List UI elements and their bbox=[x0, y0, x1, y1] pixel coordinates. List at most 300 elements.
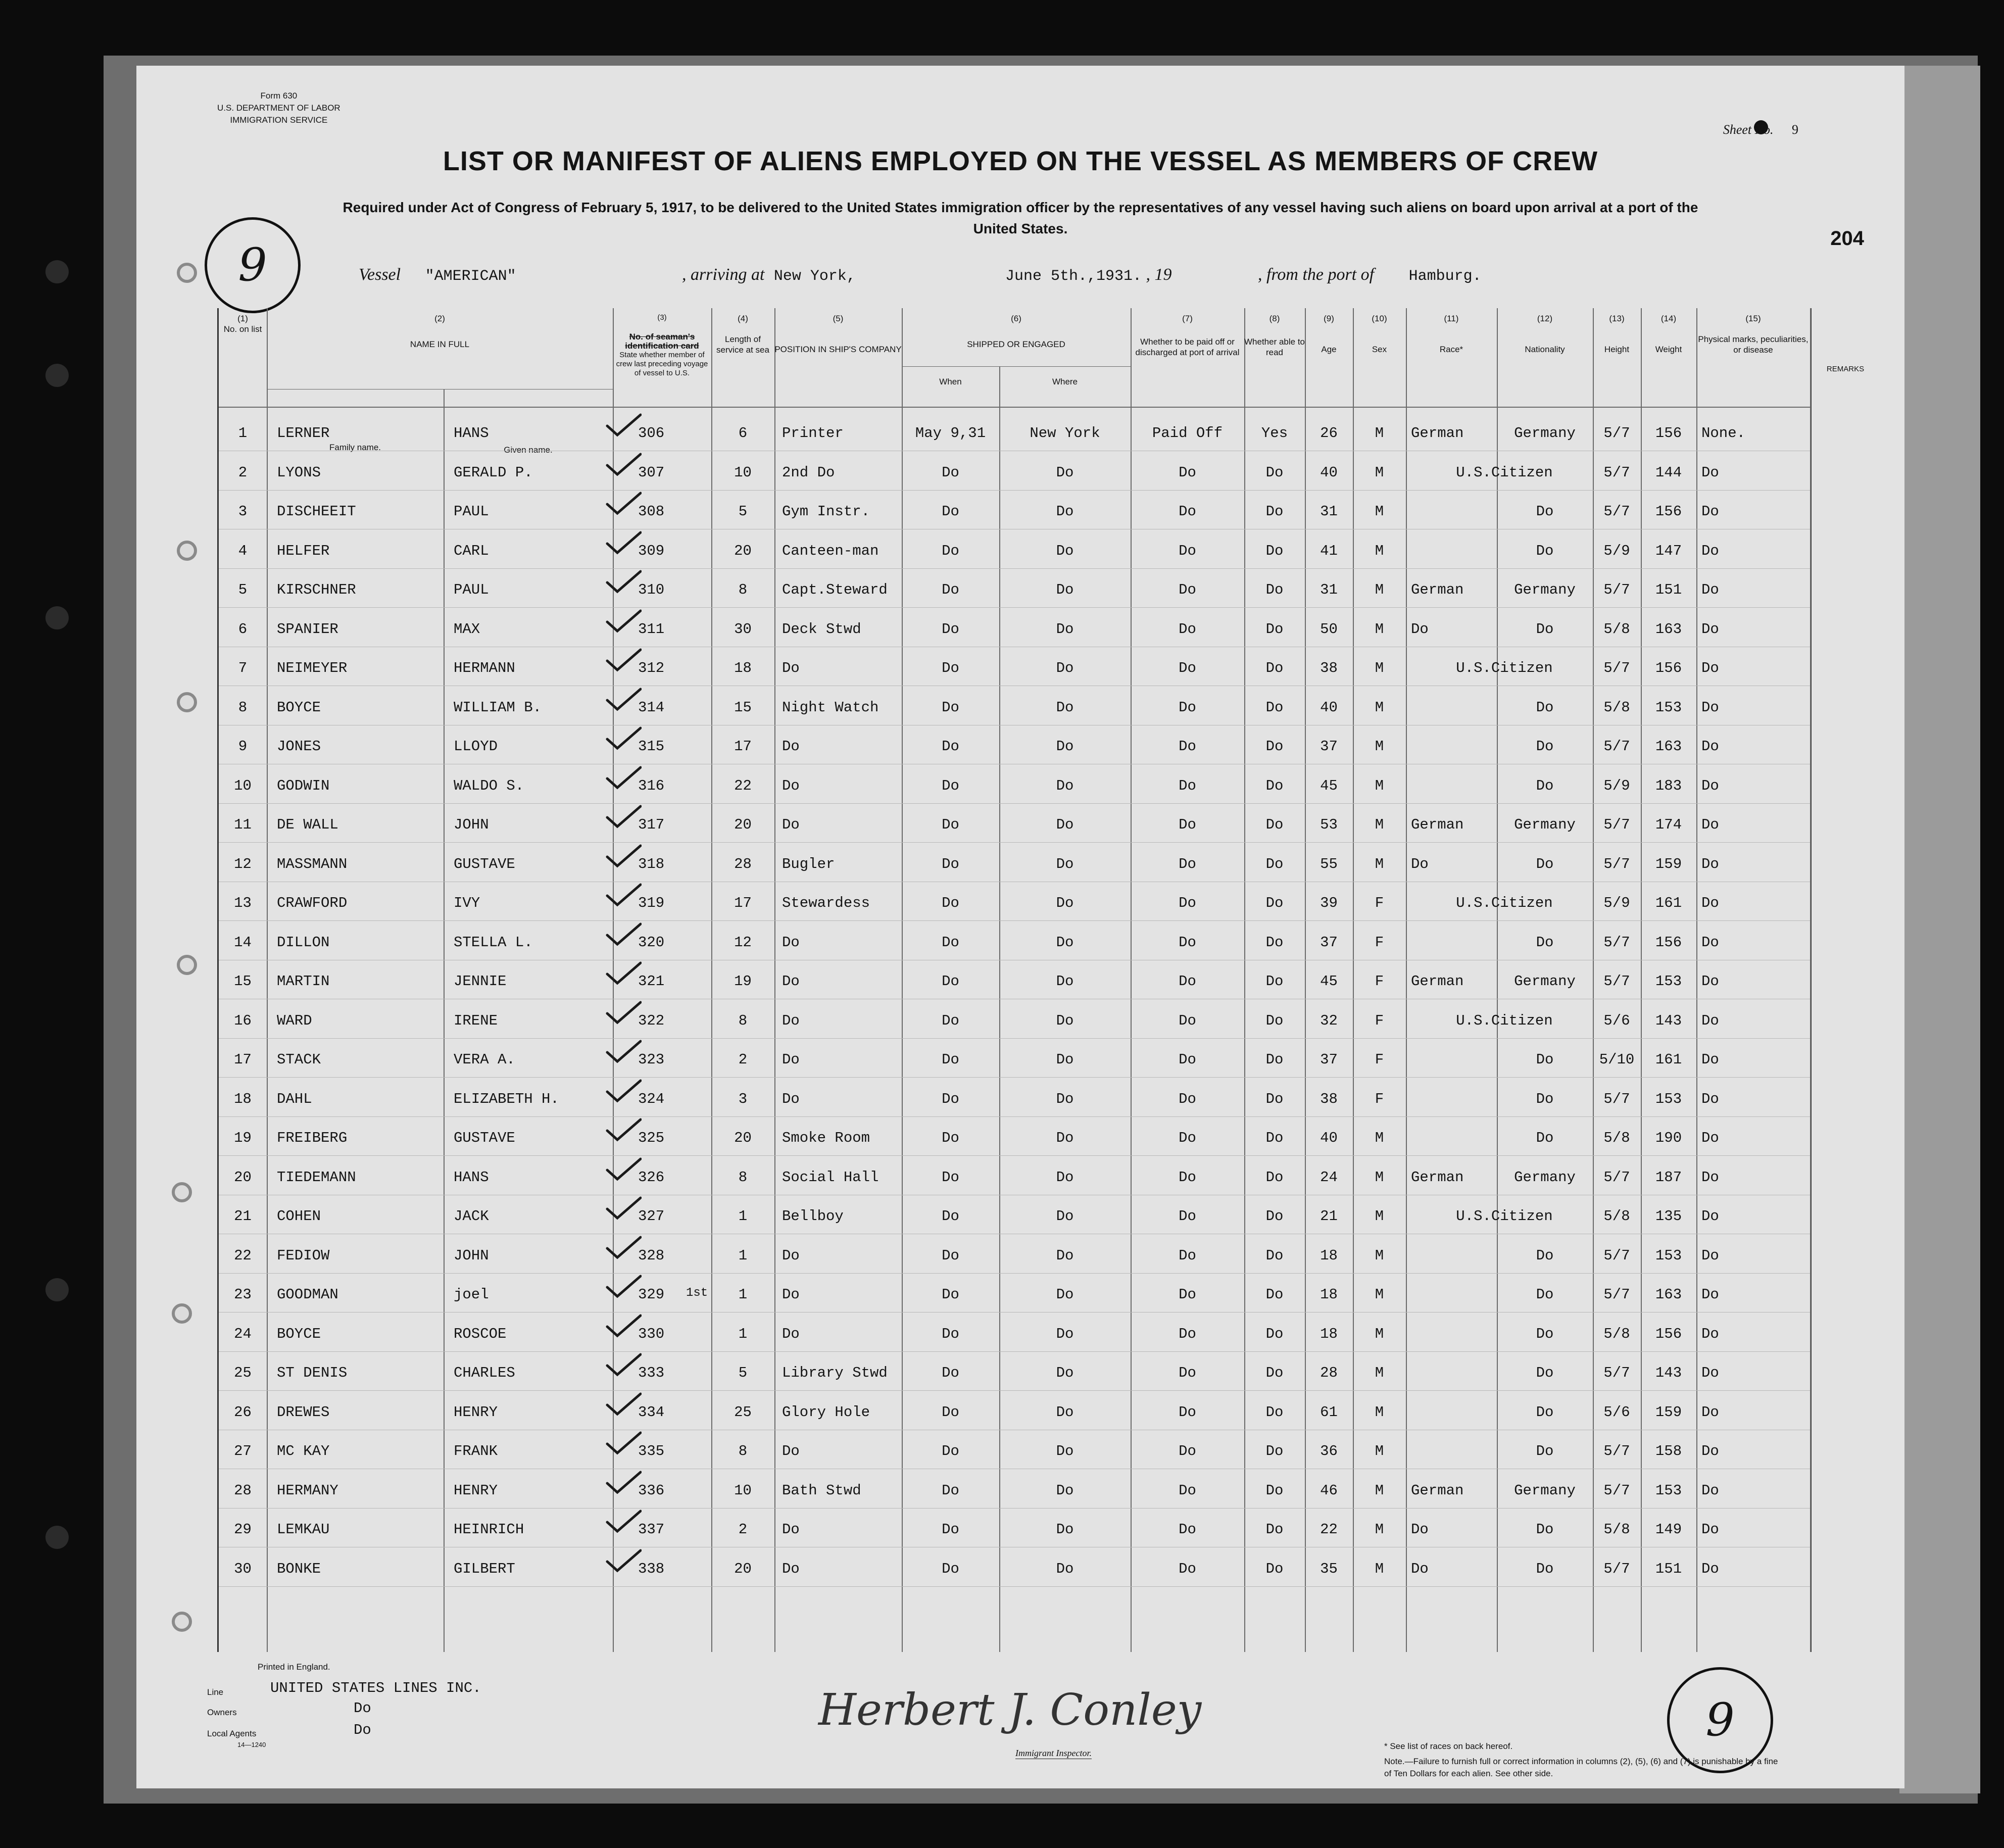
cell-family: DAHL bbox=[277, 1090, 312, 1107]
table-row bbox=[219, 725, 1810, 764]
cell-height: 5/8 bbox=[1603, 620, 1630, 638]
cell-paid: Do bbox=[1179, 1365, 1196, 1381]
cell-given: MAX bbox=[454, 620, 480, 638]
cell-given: HENRY bbox=[454, 1403, 498, 1421]
cell-where: Do bbox=[1056, 542, 1074, 559]
cell-when: Do bbox=[942, 777, 959, 794]
table-row bbox=[219, 1469, 1810, 1509]
cell-service: 20 bbox=[734, 1560, 752, 1577]
cell-paid: Do bbox=[1179, 503, 1196, 520]
cell-nationality: Germany bbox=[1514, 1482, 1576, 1499]
cell-height: 5/8 bbox=[1603, 1325, 1630, 1342]
col-header-position bbox=[774, 313, 902, 355]
cell-where: Do bbox=[1056, 1560, 1074, 1577]
col-header-no bbox=[219, 313, 267, 334]
cell-card: 310 bbox=[638, 581, 665, 598]
cell-service: 5 bbox=[738, 1365, 748, 1381]
cell-service: 28 bbox=[734, 855, 752, 872]
cell-when: Do bbox=[942, 738, 959, 755]
cell-paid: Do bbox=[1179, 1482, 1196, 1499]
cell-paid: Paid Off bbox=[1152, 425, 1223, 442]
cell-where: Do bbox=[1056, 1130, 1074, 1146]
cell-family: LERNER bbox=[277, 425, 330, 442]
table-row bbox=[219, 1273, 1810, 1312]
cell-nationality: Do bbox=[1536, 1560, 1554, 1577]
cell-no: 19 bbox=[234, 1130, 252, 1146]
cell-service: 22 bbox=[734, 777, 752, 794]
cell-read: Do bbox=[1265, 542, 1284, 559]
cell-position: Bugler bbox=[782, 855, 835, 872]
cell-race: Do bbox=[1411, 855, 1429, 872]
cell-when: Do bbox=[942, 895, 959, 911]
cell-height: 5/7 bbox=[1603, 816, 1630, 833]
vessel-label: Vessel bbox=[359, 265, 401, 284]
from-label: , from the port of bbox=[1258, 265, 1375, 284]
cell-position: Do bbox=[782, 1443, 800, 1460]
cell-paid: Do bbox=[1179, 1130, 1196, 1146]
manifest-page bbox=[136, 66, 1904, 1788]
cell-position: Do bbox=[782, 973, 800, 990]
cell-where: Do bbox=[1056, 699, 1074, 716]
form-code: 14—1240 bbox=[237, 1741, 266, 1748]
cell-read: Do bbox=[1265, 660, 1284, 676]
punch-hole bbox=[177, 955, 197, 975]
cell-marks: Do bbox=[1701, 1012, 1719, 1029]
cell-marks: Do bbox=[1701, 660, 1719, 676]
cell-family: MARTIN bbox=[277, 973, 330, 990]
owners-value: Do bbox=[354, 1700, 371, 1717]
binder-hole bbox=[45, 364, 69, 387]
col-header-weight bbox=[1641, 313, 1696, 355]
cell-no: 29 bbox=[234, 1521, 252, 1538]
cell-nationality: Do bbox=[1536, 934, 1554, 951]
cell-height: 5/7 bbox=[1603, 464, 1630, 481]
cell-marks: Do bbox=[1701, 699, 1719, 716]
cell-when: Do bbox=[942, 660, 959, 676]
cell-paid: Do bbox=[1179, 620, 1196, 638]
cell-age: 24 bbox=[1320, 1169, 1338, 1186]
cell-marks: Do bbox=[1701, 1286, 1719, 1303]
cell-read: Do bbox=[1265, 973, 1284, 990]
page-subtitle: Required under Act of Congress of February 5, 1917, to be delivered to the United States immigration officer by the representatives of any vessel having such aliens on board upon arrival at a port of the United States. bbox=[343, 200, 1698, 236]
cell-height: 5/6 bbox=[1603, 1403, 1630, 1421]
cell-when: Do bbox=[942, 1325, 959, 1342]
cell-card: 309 bbox=[638, 542, 665, 559]
punch-hole bbox=[172, 1182, 192, 1202]
cell-where: Do bbox=[1056, 934, 1074, 951]
cell-paid: Do bbox=[1179, 1169, 1196, 1186]
cell-nationality: Do bbox=[1536, 855, 1554, 872]
table-row bbox=[219, 412, 1810, 451]
col-header-sex bbox=[1353, 313, 1406, 355]
col-label: Race* bbox=[1439, 345, 1463, 354]
check-mark-icon bbox=[605, 609, 642, 634]
col-label: Whether to be paid off or discharged at port of arrival bbox=[1135, 337, 1240, 357]
cell-family: BONKE bbox=[277, 1560, 321, 1577]
cell-marks: Do bbox=[1701, 777, 1719, 794]
cell-no: 30 bbox=[234, 1560, 252, 1577]
cell-extra: 1st bbox=[686, 1286, 708, 1300]
col-label: Length of service at sea bbox=[716, 334, 769, 355]
from-port bbox=[1258, 265, 1482, 285]
cell-where: Do bbox=[1056, 1325, 1074, 1342]
table-row bbox=[219, 1156, 1810, 1195]
cell-no: 28 bbox=[234, 1482, 252, 1499]
cell-given: GILBERT bbox=[454, 1560, 515, 1577]
cell-family: KIRSCHNER bbox=[277, 581, 356, 598]
table-row bbox=[219, 1312, 1810, 1352]
cell-given: JOHN bbox=[454, 816, 489, 833]
cell-sex: M bbox=[1375, 581, 1384, 598]
cell-given: CARL bbox=[454, 542, 489, 559]
cell-when: Do bbox=[942, 1130, 959, 1146]
arrival-date bbox=[1005, 265, 1172, 285]
line-value: UNITED STATES LINES INC. bbox=[270, 1680, 481, 1696]
department: U.S. DEPARTMENT OF LABOR bbox=[217, 103, 340, 113]
cell-paid: Do bbox=[1179, 895, 1196, 911]
cell-position: Do bbox=[782, 1521, 800, 1538]
cell-paid: Do bbox=[1179, 1560, 1196, 1577]
col-label: POSITION IN SHIP'S COMPANY bbox=[774, 345, 902, 354]
cell-height: 5/7 bbox=[1603, 1560, 1630, 1577]
cell-weight: 153 bbox=[1655, 1482, 1682, 1499]
cell-position: Social Hall bbox=[782, 1169, 879, 1186]
cell-given: HERMANN bbox=[454, 660, 515, 676]
table-row bbox=[219, 608, 1810, 647]
cell-read: Do bbox=[1265, 1090, 1284, 1107]
cell-nationality: Germany bbox=[1514, 581, 1576, 598]
cell-age: 26 bbox=[1320, 425, 1338, 442]
cell-position: Smoke Room bbox=[782, 1130, 870, 1146]
cell-read: Do bbox=[1265, 1012, 1284, 1029]
cell-nationality: Do bbox=[1536, 1365, 1554, 1381]
cell-card: 319 bbox=[638, 895, 665, 911]
cell-nationality: Germany bbox=[1514, 816, 1576, 833]
cell-given: CHARLES bbox=[454, 1365, 515, 1381]
col-label: SHIPPED OR ENGAGED bbox=[967, 339, 1065, 349]
cell-marks: Do bbox=[1701, 1403, 1719, 1421]
cell-read: Do bbox=[1265, 1130, 1284, 1146]
cell-height: 5/7 bbox=[1603, 738, 1630, 755]
sheet-value: 9 bbox=[1792, 122, 1798, 137]
cell-where: Do bbox=[1056, 1090, 1074, 1107]
cell-family: DREWES bbox=[277, 1403, 330, 1421]
cell-position: Printer bbox=[782, 425, 844, 442]
cell-no: 4 bbox=[238, 542, 248, 559]
cell-family: BOYCE bbox=[277, 1325, 321, 1342]
cell-age: 18 bbox=[1320, 1286, 1338, 1303]
cell-given: HENRY bbox=[454, 1482, 498, 1499]
cell-nationality: Do bbox=[1536, 738, 1554, 755]
cell-nationality: Do bbox=[1536, 1443, 1554, 1460]
cell-given: IRENE bbox=[454, 1012, 498, 1029]
cell-no: 14 bbox=[234, 934, 252, 951]
cell-no: 27 bbox=[234, 1443, 252, 1460]
cell-nationality: U.S.Citizen bbox=[1456, 464, 1553, 481]
cell-service: 19 bbox=[734, 973, 752, 990]
cell-no: 25 bbox=[234, 1365, 252, 1381]
cell-paid: Do bbox=[1179, 581, 1196, 598]
cell-read: Do bbox=[1265, 1208, 1284, 1225]
cell-marks: Do bbox=[1701, 620, 1719, 638]
cell-given: HEINRICH bbox=[454, 1521, 524, 1538]
page-stack-edge bbox=[1899, 66, 1980, 1793]
cell-given: GUSTAVE bbox=[454, 1130, 515, 1146]
cell-family: BOYCE bbox=[277, 699, 321, 716]
col-header-paid bbox=[1131, 313, 1244, 358]
col-num: (10) bbox=[1372, 314, 1387, 323]
cell-service: 5 bbox=[738, 503, 748, 520]
cell-given: JENNIE bbox=[454, 973, 507, 990]
cell-sex: M bbox=[1375, 1130, 1384, 1146]
cell-read: Do bbox=[1265, 738, 1284, 755]
cell-where: Do bbox=[1056, 581, 1074, 598]
check-mark-icon bbox=[605, 1235, 642, 1260]
cell-where: Do bbox=[1056, 1169, 1074, 1186]
cell-when: Do bbox=[942, 855, 959, 872]
cell-race: German bbox=[1411, 816, 1464, 833]
check-mark-icon bbox=[605, 1548, 642, 1574]
cell-family: TIEDEMANN bbox=[277, 1169, 356, 1186]
cell-no: 3 bbox=[238, 503, 248, 520]
cell-position: Do bbox=[782, 777, 800, 794]
cell-where: Do bbox=[1056, 1482, 1074, 1499]
sheet-number bbox=[1723, 122, 1798, 137]
cell-where: Do bbox=[1056, 816, 1074, 833]
cell-card: 333 bbox=[638, 1365, 665, 1381]
cell-paid: Do bbox=[1179, 1443, 1196, 1460]
cell-service: 10 bbox=[734, 464, 752, 481]
cell-position: Bellboy bbox=[782, 1208, 844, 1225]
cell-height: 5/7 bbox=[1603, 934, 1630, 951]
cell-family: HERMANY bbox=[277, 1482, 338, 1499]
cell-given: PAUL bbox=[454, 581, 489, 598]
cell-height: 5/7 bbox=[1603, 425, 1630, 442]
cell-card: 338 bbox=[638, 1560, 665, 1577]
cell-nationality: Do bbox=[1536, 1325, 1554, 1342]
cell-paid: Do bbox=[1179, 1090, 1196, 1107]
cell-read: Do bbox=[1265, 1560, 1284, 1577]
table-row bbox=[219, 1351, 1810, 1391]
table-row bbox=[219, 1508, 1810, 1547]
owners-label: Owners bbox=[207, 1708, 237, 1717]
cell-weight: 151 bbox=[1655, 581, 1682, 598]
cell-position: Do bbox=[782, 1286, 800, 1303]
cell-nationality: Do bbox=[1536, 542, 1554, 559]
cell-no: 8 bbox=[238, 699, 248, 716]
cell-where: Do bbox=[1056, 1051, 1074, 1068]
cell-when: Do bbox=[942, 1286, 959, 1303]
cell-card: 330 bbox=[638, 1325, 665, 1342]
cell-paid: Do bbox=[1179, 1286, 1196, 1303]
cell-paid: Do bbox=[1179, 1051, 1196, 1068]
cell-card: 314 bbox=[638, 699, 665, 716]
cell-age: 37 bbox=[1320, 934, 1338, 951]
cell-height: 5/7 bbox=[1603, 1443, 1630, 1460]
check-mark-icon bbox=[605, 530, 642, 556]
check-mark-icon bbox=[605, 569, 642, 595]
check-mark-icon bbox=[605, 491, 642, 516]
punch-hole bbox=[177, 692, 197, 712]
table-row bbox=[219, 1391, 1810, 1430]
cell-paid: Do bbox=[1179, 699, 1196, 716]
cell-sex: M bbox=[1375, 1403, 1384, 1421]
cell-when: Do bbox=[942, 503, 959, 520]
col-header-where: Where bbox=[1052, 377, 1078, 386]
cell-marks: Do bbox=[1701, 1051, 1719, 1068]
cell-given: GERALD P. bbox=[454, 464, 533, 481]
cell-position: Do bbox=[782, 1560, 800, 1577]
cell-paid: Do bbox=[1179, 855, 1196, 872]
cell-marks: Do bbox=[1701, 738, 1719, 755]
col-header-when: When bbox=[939, 377, 962, 386]
cell-service: 20 bbox=[734, 1130, 752, 1146]
cell-height: 5/8 bbox=[1603, 1130, 1630, 1146]
cell-family: DILLON bbox=[277, 934, 330, 951]
col-num: (8) bbox=[1269, 314, 1280, 323]
cell-weight: 187 bbox=[1655, 1169, 1682, 1186]
cell-weight: 153 bbox=[1655, 1090, 1682, 1107]
cell-nationality: U.S.Citizen bbox=[1456, 1012, 1553, 1029]
cell-given: STELLA L. bbox=[454, 934, 533, 951]
cell-family: HELFER bbox=[277, 542, 330, 559]
cell-position: Do bbox=[782, 660, 800, 676]
cell-card: 321 bbox=[638, 973, 665, 990]
cell-marks: Do bbox=[1701, 581, 1719, 598]
cell-service: 20 bbox=[734, 816, 752, 833]
check-mark-icon bbox=[605, 1470, 642, 1495]
arrival-port bbox=[682, 265, 856, 285]
table-row bbox=[219, 686, 1810, 725]
table-row bbox=[219, 843, 1810, 882]
table-row bbox=[219, 1078, 1810, 1117]
cell-nationality: U.S.Citizen bbox=[1456, 1208, 1553, 1225]
cell-service: 30 bbox=[734, 620, 752, 638]
check-mark-icon bbox=[605, 726, 642, 751]
cell-sex: M bbox=[1375, 1247, 1384, 1264]
cell-where: Do bbox=[1056, 895, 1074, 911]
cell-position: Library Stwd bbox=[782, 1365, 888, 1381]
cell-marks: Do bbox=[1701, 1090, 1719, 1107]
cell-marks: Do bbox=[1701, 1521, 1719, 1538]
table-row bbox=[219, 529, 1810, 569]
cell-weight: 183 bbox=[1655, 777, 1682, 794]
printed-note: Printed in England. bbox=[258, 1662, 330, 1672]
cell-age: 32 bbox=[1320, 1012, 1338, 1029]
cell-race: Do bbox=[1411, 1560, 1429, 1577]
col-num: (1) bbox=[237, 314, 248, 323]
cell-read: Do bbox=[1265, 1443, 1284, 1460]
cell-marks: Do bbox=[1701, 1482, 1719, 1499]
shipped-subrule bbox=[902, 366, 1131, 367]
cell-read: Do bbox=[1265, 1286, 1284, 1303]
col-header-nationality bbox=[1497, 313, 1593, 355]
cell-age: 18 bbox=[1320, 1325, 1338, 1342]
cell-age: 40 bbox=[1320, 1130, 1338, 1146]
cell-service: 3 bbox=[738, 1090, 748, 1107]
cell-when: Do bbox=[942, 581, 959, 598]
cell-sex: M bbox=[1375, 1286, 1384, 1303]
cell-no: 5 bbox=[238, 581, 248, 598]
cell-position: Do bbox=[782, 1051, 800, 1068]
cell-when: Do bbox=[942, 542, 959, 559]
port-value: New York, bbox=[773, 268, 856, 285]
cell-when: Do bbox=[942, 620, 959, 638]
cell-where: Do bbox=[1056, 620, 1074, 638]
cell-sex: M bbox=[1375, 1443, 1384, 1460]
cell-no: 16 bbox=[234, 1012, 252, 1029]
cell-card: 323 bbox=[638, 1051, 665, 1068]
cell-weight: 135 bbox=[1655, 1208, 1682, 1225]
from-port-value: Hamburg. bbox=[1408, 268, 1482, 285]
cell-read: Do bbox=[1265, 1325, 1284, 1342]
cell-paid: Do bbox=[1179, 777, 1196, 794]
cell-marks: Do bbox=[1701, 1365, 1719, 1381]
cell-age: 35 bbox=[1320, 1560, 1338, 1577]
col-label: No. on list bbox=[223, 324, 262, 334]
cell-read: Do bbox=[1265, 620, 1284, 638]
cell-card: 317 bbox=[638, 816, 665, 833]
cell-marks: Do bbox=[1701, 816, 1719, 833]
col-header-remarks: REMARKS bbox=[1826, 365, 1865, 373]
cell-given: JOHN bbox=[454, 1247, 489, 1264]
cell-marks: Do bbox=[1701, 464, 1719, 481]
cell-sex: F bbox=[1375, 1012, 1384, 1029]
cell-age: 21 bbox=[1320, 1208, 1338, 1225]
cell-height: 5/7 bbox=[1603, 660, 1630, 676]
cell-read: Do bbox=[1265, 816, 1284, 833]
col-label: No. of seaman's identification card bbox=[625, 332, 699, 351]
cell-nationality: Germany bbox=[1514, 973, 1576, 990]
check-mark-icon bbox=[605, 1157, 642, 1182]
col-num: (15) bbox=[1745, 314, 1761, 323]
inspector-label: Immigrant Inspector. bbox=[1015, 1748, 1092, 1758]
cell-age: 40 bbox=[1320, 699, 1338, 716]
cell-weight: 156 bbox=[1655, 425, 1682, 442]
cell-where: Do bbox=[1056, 1365, 1074, 1381]
cell-family: FEDIOW bbox=[277, 1247, 330, 1264]
cell-when: Do bbox=[942, 1208, 959, 1225]
cell-sex: M bbox=[1375, 1482, 1384, 1499]
cell-age: 40 bbox=[1320, 464, 1338, 481]
name-subrule bbox=[267, 389, 613, 390]
cell-paid: Do bbox=[1179, 1012, 1196, 1029]
cell-race: German bbox=[1411, 973, 1464, 990]
cell-position: Do bbox=[782, 1012, 800, 1029]
cell-card: 335 bbox=[638, 1443, 665, 1460]
cell-family: ST DENIS bbox=[277, 1365, 348, 1381]
cell-family: LYONS bbox=[277, 464, 321, 481]
cell-position: Bath Stwd bbox=[782, 1482, 861, 1499]
cell-paid: Do bbox=[1179, 660, 1196, 676]
cell-marks: Do bbox=[1701, 1208, 1719, 1225]
cell-race: Do bbox=[1411, 1521, 1429, 1538]
table-row bbox=[219, 1195, 1810, 1234]
cell-family: DE WALL bbox=[277, 816, 338, 833]
arriving-label: , arriving at bbox=[682, 265, 765, 284]
cell-paid: Do bbox=[1179, 1403, 1196, 1421]
service: IMMIGRATION SERVICE bbox=[230, 115, 328, 125]
table-row bbox=[219, 882, 1810, 921]
cell-age: 45 bbox=[1320, 777, 1338, 794]
cell-position: Do bbox=[782, 738, 800, 755]
cell-given: ROSCOE bbox=[454, 1325, 507, 1342]
cell-weight: 143 bbox=[1655, 1012, 1682, 1029]
col-label: Physical marks, peculiarities, or disease bbox=[1698, 334, 1809, 355]
cell-no: 21 bbox=[234, 1208, 252, 1225]
cell-position: 2nd Do bbox=[782, 464, 835, 481]
cell-service: 8 bbox=[738, 1012, 748, 1029]
